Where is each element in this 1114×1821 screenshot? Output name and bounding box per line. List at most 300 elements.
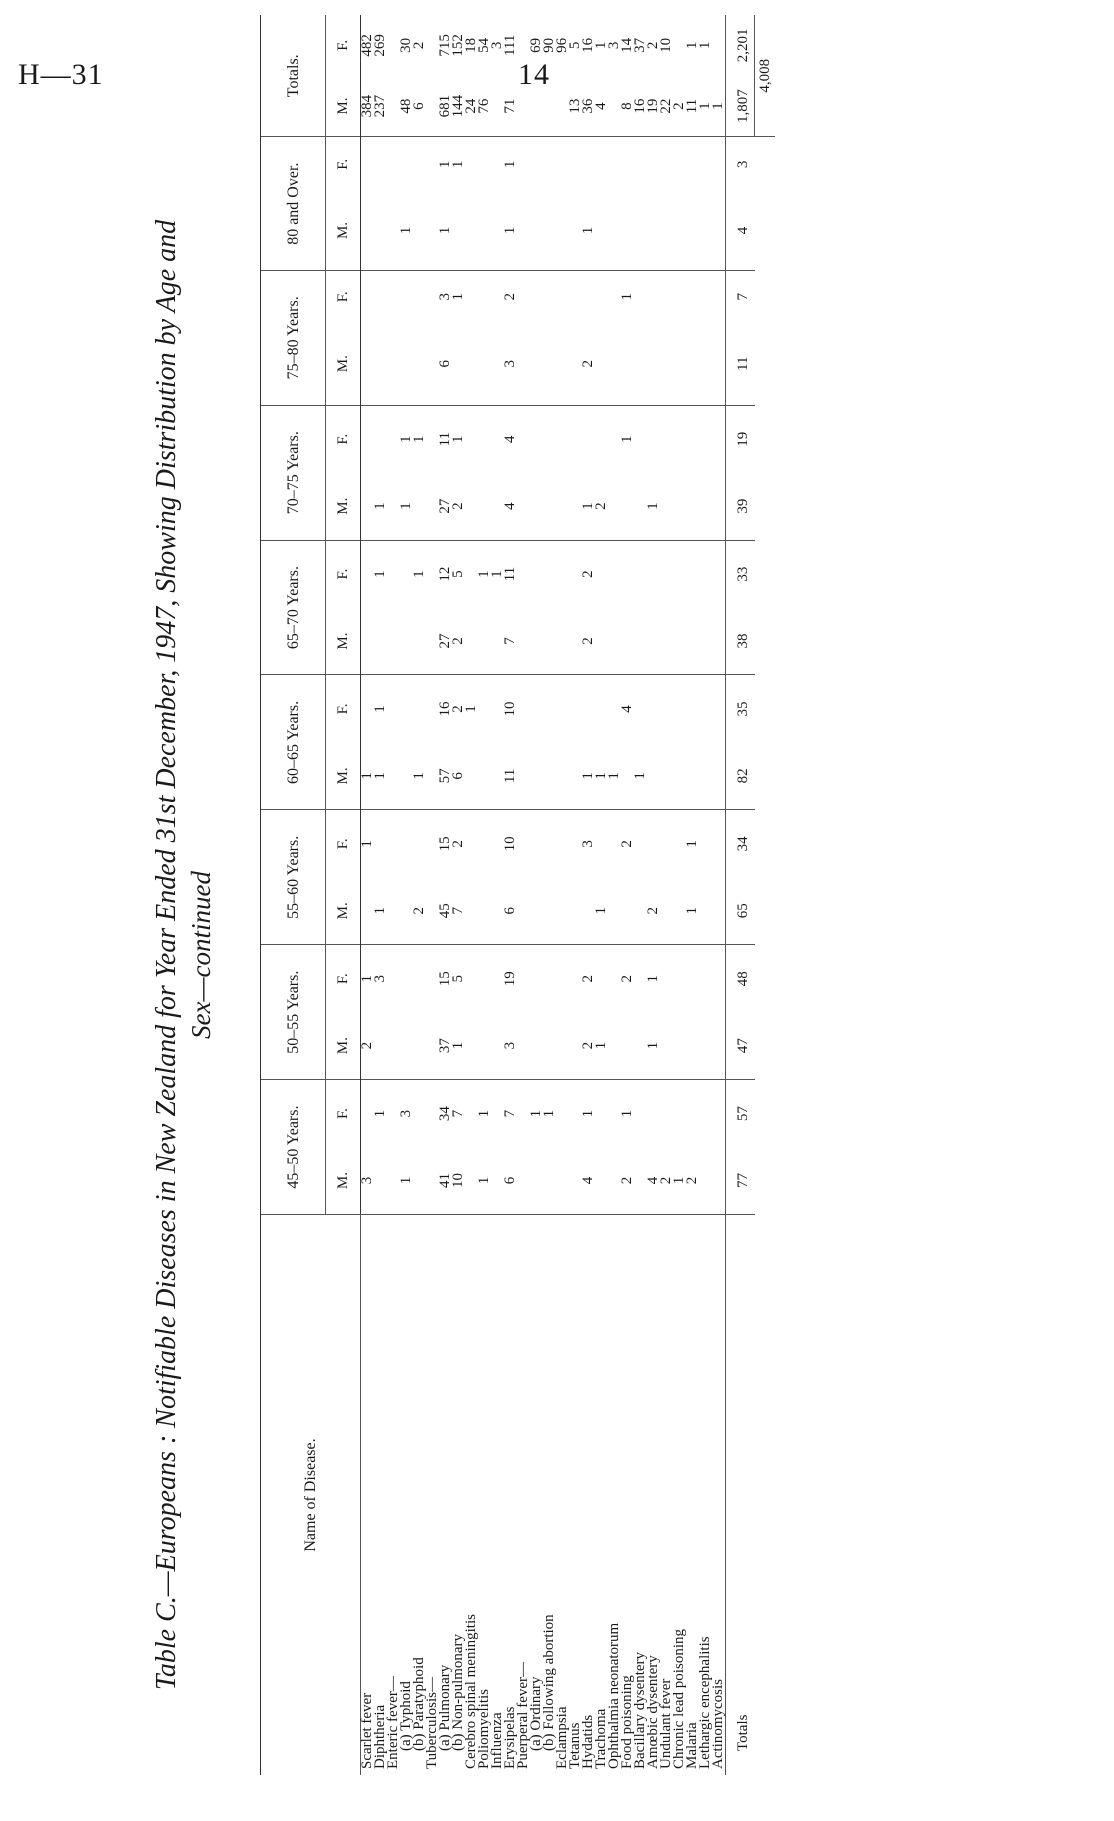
male-count-cell [647,323,660,406]
age-group-header: 55–60 Years. [261,810,326,945]
female-count-cell [413,1080,426,1147]
female-header: F. [326,15,361,76]
male-count-cell [465,1012,478,1079]
male-count-cell [374,608,387,675]
table-row [465,15,478,1775]
female-count-cell: 1 [697,41,713,50]
age-group-header: 50–55 Years. [261,945,326,1080]
female-count-cell [530,810,543,877]
male-count-cell [699,877,712,944]
male-count-cell [387,1012,400,1079]
female-count-cell [686,137,699,191]
female-count-cell: 4 [619,705,635,713]
female-count-cell [634,540,647,607]
male-count-cell [387,742,400,809]
female-count-cell [387,137,400,191]
female-count-cell: 715 [437,34,453,57]
male-count-cell: 1 [400,1147,413,1214]
male-count-cell: 37 [439,1012,452,1079]
disease-name: Bacillary dysentery [632,1651,648,1769]
male-count-cell [595,191,608,270]
male-count-cell: 71 [504,76,517,137]
male-count-cell: 22 [660,76,673,137]
female-count-cell [478,810,491,877]
total-cell: 4 [726,191,755,270]
disease-name: Chronic lead poisoning [671,1629,687,1769]
male-count-cell: 2 [647,877,660,944]
total-cell: 38 [726,608,755,675]
female-count-cell [686,1080,699,1147]
female-count-cell: 1 [684,41,700,50]
male-count-cell: 1 [361,742,375,809]
female-count-cell: 1 [528,1109,544,1118]
female-count-cell [543,270,556,322]
female-count-cell [673,675,686,742]
female-count-cell: 3 [489,41,505,50]
male-count-cell [699,473,712,540]
male-count-cell: 19 [647,76,660,137]
male-count-cell [556,191,569,270]
male-count-cell [608,473,621,540]
female-count-cell: 5 [567,41,583,50]
female-count-cell [543,810,556,877]
male-count-cell [543,1012,556,1079]
female-count-cell [465,405,478,472]
female-header: F. [326,270,361,322]
female-header: F. [326,810,361,877]
disease-name: Trachoma [593,1708,609,1769]
disease-name: Eclampsia [554,1706,570,1769]
female-count-cell [660,137,673,191]
male-count-cell: 2 [582,323,595,406]
male-count-cell: 2 [621,1147,634,1214]
female-count-cell [686,945,699,1012]
female-count-cell [647,270,660,322]
total-cell: 48 [726,945,755,1012]
male-count-cell [608,323,621,406]
female-count-cell: 11 [502,566,518,582]
table-row [634,15,647,1775]
table-title-line-2: Sex—continued [186,871,216,1039]
male-count-cell [478,877,491,944]
male-count-cell [673,608,686,675]
male-count-cell: 76 [478,76,491,137]
male-count-cell [595,323,608,406]
male-count-cell [634,191,647,270]
male-count-cell [517,76,530,137]
male-count-cell [517,1012,530,1079]
female-header: F. [326,137,361,191]
female-count-cell [595,540,608,607]
male-count-cell: 1 [400,473,413,540]
male-count-cell [621,877,634,944]
age-group-header: Totals. [261,15,326,137]
female-header: F. [326,405,361,472]
female-count-cell [699,810,712,877]
male-count-cell [530,191,543,270]
table-body [361,15,776,1775]
female-count-cell: 1 [450,435,466,443]
male-count-cell [712,323,726,406]
male-count-cell: 2 [413,877,426,944]
grand-total-cell: 4,008 [755,15,776,137]
female-count-cell: 482 [359,34,375,57]
male-count-cell: 1 [478,1147,491,1214]
female-count-cell: 5 [450,570,466,578]
male-count-cell [452,323,465,406]
female-count-cell: 2 [450,840,466,848]
disease-name: Hydatids [580,1714,596,1769]
male-count-cell: 1 [647,473,660,540]
female-count-cell [595,945,608,1012]
male-count-cell: 27 [439,473,452,540]
female-count-cell [660,675,673,742]
male-count-cell: 1 [582,742,595,809]
disease-name: Malaria [684,1722,700,1769]
total-cell: 1,807 [726,76,755,137]
male-count-cell: 2 [582,1012,595,1079]
male-count-cell: 10 [452,1147,465,1214]
female-count-cell [686,270,699,322]
female-count-cell: 3 [372,974,388,983]
table-row [504,15,517,1775]
female-count-cell [400,945,413,1012]
male-count-cell: 3 [504,1012,517,1079]
female-count-cell: 1 [645,974,661,983]
female-count-cell [517,270,530,322]
female-count-cell [556,675,569,742]
female-count-cell: 1 [593,41,609,50]
female-count-cell [413,675,426,742]
male-count-cell [413,1012,426,1079]
male-count-cell [699,742,712,809]
male-count-cell: 1 [595,742,608,809]
female-count-cell: 1 [398,435,414,443]
female-count-cell: 1 [450,293,466,301]
male-header: M. [326,323,361,406]
male-count-cell [608,608,621,675]
female-count-cell [647,405,660,472]
age-group-header: 80 and Over. [261,137,326,270]
female-count-cell [699,137,712,191]
male-count-cell: 2 [452,473,465,540]
disease-name: (b) Non-pulmonary [450,1633,466,1751]
male-count-cell: 57 [439,742,452,809]
male-count-cell [634,323,647,406]
disease-column-header: Name of Disease. [261,1215,361,1776]
male-count-cell [465,877,478,944]
total-cell: 2,201 [726,15,755,76]
male-count-cell: 1 [699,76,712,137]
male-count-cell [621,191,634,270]
female-count-cell [556,810,569,877]
male-count-cell: 1 [452,1012,465,1079]
female-count-cell [530,540,543,607]
total-cell: 57 [726,1080,755,1147]
female-count-cell: 5 [450,974,466,983]
table-row [387,15,400,1775]
male-count-cell [556,742,569,809]
female-count-cell [582,405,595,472]
female-count-cell: 4 [502,435,518,443]
female-count-cell: 1 [476,570,492,578]
female-count-cell [517,405,530,472]
female-count-cell: 96 [554,37,570,53]
female-count-cell [387,270,400,322]
female-count-cell [413,270,426,322]
male-count-cell [673,473,686,540]
male-count-cell: 384 [361,76,375,137]
disease-name: Erysipelas [502,1706,518,1769]
male-count-cell [465,608,478,675]
female-count-cell [465,810,478,877]
male-count-cell: 24 [465,76,478,137]
female-count-cell: 1 [619,293,635,301]
male-count-cell [543,877,556,944]
male-count-cell [517,877,530,944]
female-count-cell [374,405,387,472]
female-count-cell [517,810,530,877]
male-count-cell [530,1147,543,1214]
table-row [582,15,595,1775]
female-count-cell: 1 [372,705,388,713]
rotated-table-area [150,0,1114,1775]
disease-name: (b) Paratyphoid [411,1657,427,1751]
female-count-cell [582,675,595,742]
female-header: F. [326,1080,361,1147]
male-count-cell [673,323,686,406]
female-count-cell [465,137,478,191]
male-count-cell: 144 [452,76,465,137]
female-count-cell [556,137,569,191]
female-count-cell [673,270,686,322]
table-row [478,15,491,1775]
total-cell: 47 [726,1012,755,1079]
female-count-cell [569,270,582,322]
disease-name: Influenza [489,1712,505,1769]
female-count-cell [647,810,660,877]
male-count-cell [465,323,478,406]
female-count-cell: 1 [489,570,505,578]
male-count-cell [712,608,726,675]
female-count-cell [582,137,595,191]
female-count-cell: 152 [450,34,466,57]
male-count-cell [361,323,375,406]
table-row [556,15,569,1775]
female-count-cell [699,540,712,607]
total-cell: 33 [726,540,755,607]
female-count-cell: 54 [476,37,492,53]
male-count-cell: 6 [504,1147,517,1214]
male-header: M. [326,1012,361,1079]
male-count-cell [374,1147,387,1214]
age-group-header: 65–70 Years. [261,540,326,675]
disease-table [260,15,775,1775]
male-count-cell [556,877,569,944]
male-count-cell [556,323,569,406]
male-count-cell [647,191,660,270]
female-count-cell [413,137,426,191]
male-count-cell: 4 [595,76,608,137]
female-count-cell [660,810,673,877]
male-count-cell: 8 [621,76,634,137]
male-count-cell: 1 [374,877,387,944]
female-count-cell [673,137,686,191]
male-count-cell: 7 [504,608,517,675]
female-count-cell: 10 [502,701,518,717]
female-count-cell [621,540,634,607]
male-count-cell [647,742,660,809]
female-count-cell [400,810,413,877]
female-count-cell [556,1080,569,1147]
male-count-cell: 2 [595,473,608,540]
table-row [413,15,426,1775]
male-count-cell [595,1147,608,1214]
disease-name: Food poisoning [619,1675,635,1769]
female-count-cell: 7 [450,1109,466,1118]
male-count-cell [465,742,478,809]
female-count-cell [582,270,595,322]
disease-name: Amœbic dysentery [645,1655,661,1769]
female-count-cell [530,675,543,742]
male-count-cell: 13 [569,76,582,137]
table-row [608,15,621,1775]
table-row [361,15,375,1775]
female-count-cell: 1 [372,1109,388,1118]
male-count-cell: 11 [686,76,699,137]
female-count-cell: 34 [437,1106,453,1122]
male-count-cell [660,323,673,406]
female-count-cell [543,675,556,742]
male-count-cell [517,608,530,675]
male-count-cell [712,473,726,540]
page-number: 14 [518,58,550,91]
female-count-cell: 16 [437,701,453,717]
table-row [530,15,543,1775]
female-count-cell [387,675,400,742]
table-row [686,15,699,1775]
male-count-cell [712,1147,726,1214]
male-count-cell: 27 [439,608,452,675]
female-count-cell: 269 [372,34,388,57]
female-count-cell [478,405,491,472]
female-count-cell: 3 [606,41,622,50]
female-count-cell: 1 [359,974,375,983]
male-count-cell: 45 [439,877,452,944]
female-count-cell [400,675,413,742]
male-count-cell [530,608,543,675]
female-count-cell: 15 [437,971,453,987]
male-header: M. [326,473,361,540]
female-header: F. [326,945,361,1012]
female-count-cell: 1 [411,570,427,578]
female-count-cell: 2 [411,41,427,50]
male-count-cell: 6 [413,76,426,137]
female-count-cell [374,270,387,322]
female-count-cell [517,137,530,191]
male-count-cell [660,742,673,809]
male-count-cell [673,742,686,809]
disease-name: Puerperal fever— [515,1661,531,1769]
male-count-cell: 1 [647,1012,660,1079]
female-count-cell [517,675,530,742]
disease-name: Enteric fever— [385,1676,401,1769]
table-row [699,15,712,1775]
female-count-cell [517,540,530,607]
female-count-cell [712,810,726,877]
male-header: M. [326,1147,361,1214]
male-count-cell [673,191,686,270]
male-count-cell: 1 [374,473,387,540]
female-count-cell [712,137,726,191]
disease-name: Poliomyelitis [476,1688,492,1769]
male-count-cell [543,742,556,809]
female-count-cell [660,405,673,472]
male-count-cell: 6 [452,742,465,809]
female-count-cell [686,540,699,607]
male-header: M. [326,76,361,137]
age-group-header: 75–80 Years. [261,270,326,405]
male-count-cell [387,877,400,944]
female-count-cell: 11 [437,432,453,447]
female-count-cell: 3 [398,1109,414,1118]
female-count-cell [530,945,543,1012]
male-count-cell [556,608,569,675]
female-count-cell: 1 [372,570,388,578]
male-count-cell [530,473,543,540]
male-count-cell [686,473,699,540]
male-count-cell [595,608,608,675]
disease-name: Diphtheria [372,1704,388,1769]
male-count-cell [413,323,426,406]
total-cell: 7 [726,270,755,322]
female-count-cell: 19 [502,971,518,987]
page-code: H—31 [18,58,104,91]
female-count-cell: 1 [359,840,375,848]
female-count-cell: 2 [619,840,635,848]
female-count-cell [699,675,712,742]
male-count-cell: 2 [660,1147,673,1214]
male-count-cell [374,191,387,270]
female-count-cell [465,270,478,322]
male-count-cell [647,608,660,675]
female-count-cell: 1 [437,160,453,169]
female-count-cell [400,137,413,191]
female-count-cell [673,540,686,607]
female-count-cell [686,675,699,742]
female-count-cell [465,945,478,1012]
male-count-cell [634,608,647,675]
female-count-cell: 1 [463,705,479,713]
female-count-cell [634,675,647,742]
male-count-cell [374,1012,387,1079]
female-count-cell [595,270,608,322]
female-count-cell [556,540,569,607]
totals-label: Totals [726,1215,755,1776]
total-cell: 34 [726,810,755,877]
total-cell: 82 [726,742,755,809]
female-count-cell [530,405,543,472]
female-count-cell [543,945,556,1012]
female-count-cell: 2 [645,41,661,50]
male-count-cell [686,608,699,675]
male-count-cell [517,191,530,270]
male-count-cell [374,323,387,406]
table-row [400,15,413,1775]
male-count-cell: 1 [413,742,426,809]
female-count-cell [361,270,375,322]
male-count-cell: 1 [504,191,517,270]
